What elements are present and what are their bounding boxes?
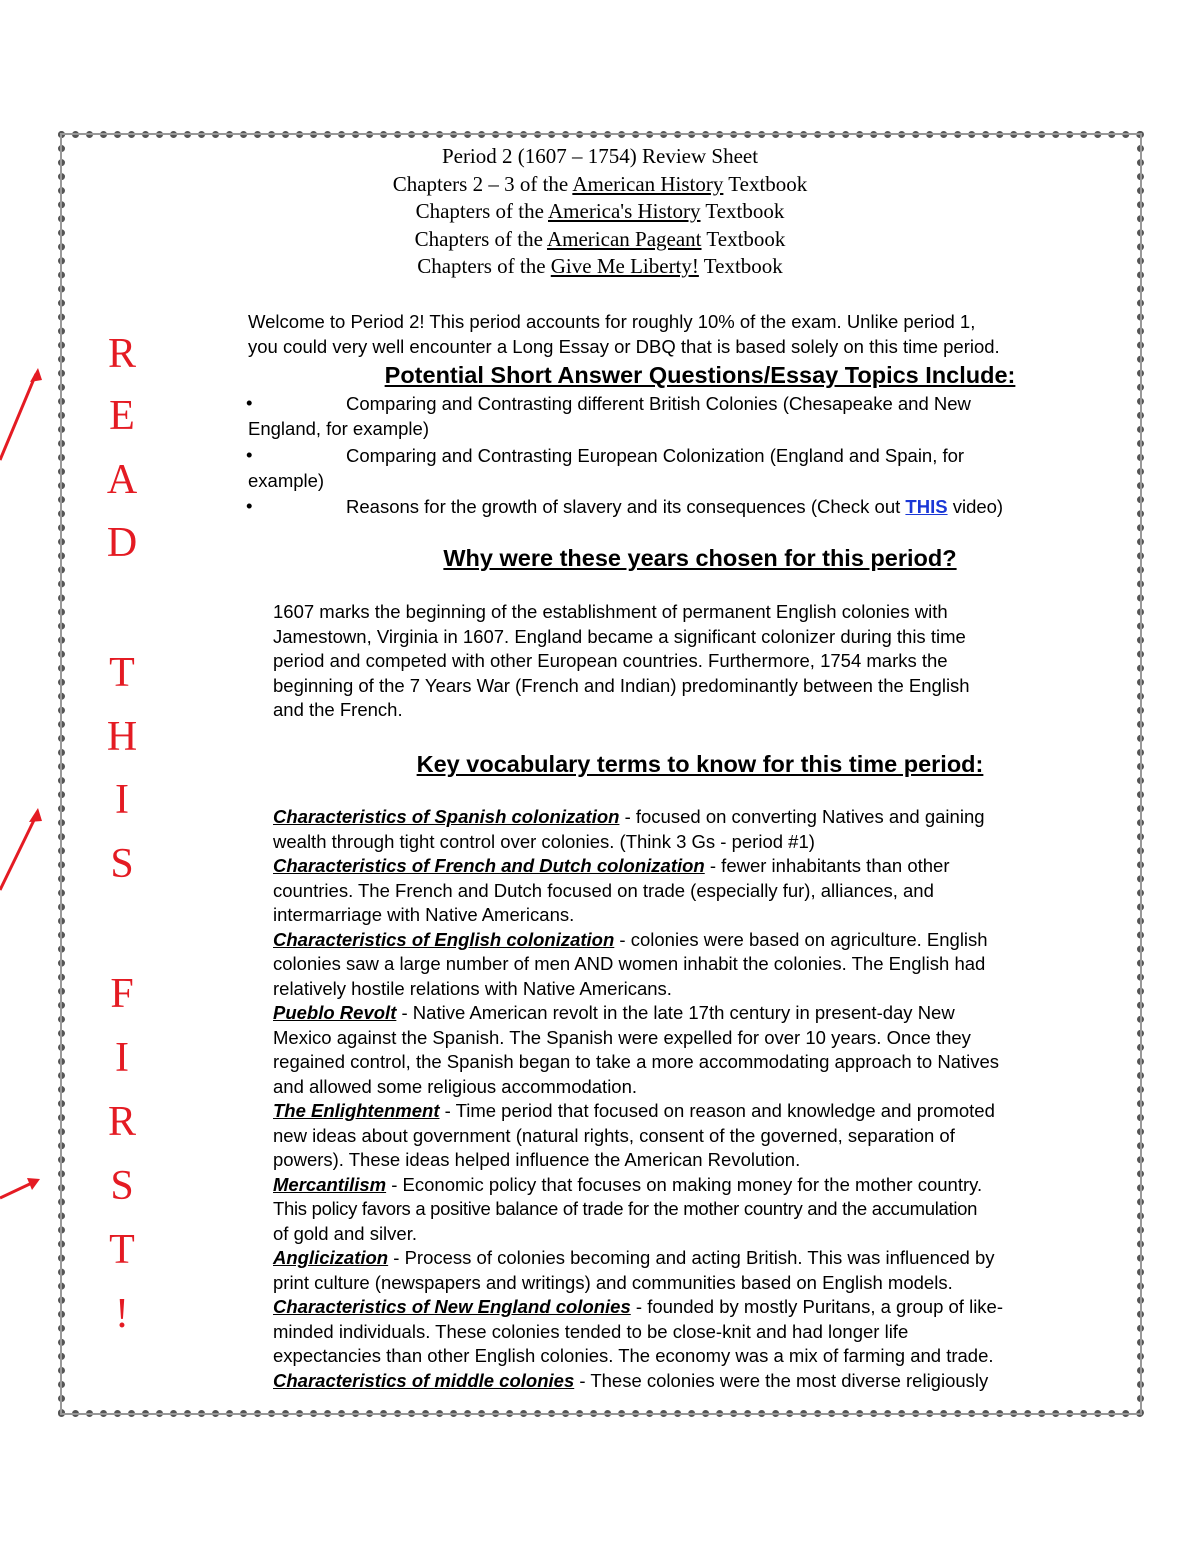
intro-line: Welcome to Period 2! This period accounts for roughly 10% of the exam. Unlike period 1, xyxy=(248,311,976,332)
vocab-def: - Time period that focused on reason and knowledge and promoted xyxy=(439,1100,995,1121)
vocab-entry xyxy=(273,805,1143,830)
banner-letter: D xyxy=(106,520,138,566)
vocab-def: - founded by mostly Puritans, a group of like- xyxy=(630,1296,1004,1317)
vocab-term: Characteristics of English colonization xyxy=(273,928,615,950)
textbook-line xyxy=(300,198,900,226)
vocab-def: and allowed some religious accommodation. xyxy=(273,1075,638,1097)
vocab-def: - fewer inhabitants than other xyxy=(704,855,950,876)
topics-heading: Potential Short Answer Questions/Essay Topics Include: xyxy=(384,362,1016,388)
why-line: and the French. xyxy=(273,699,403,720)
vocab-entry xyxy=(273,1173,1143,1198)
topic-item-2-cont: example) xyxy=(248,470,325,491)
banner-letter: A xyxy=(106,457,138,503)
vocab-entry xyxy=(273,1246,1143,1271)
textbook-line xyxy=(300,171,900,199)
topic-item-1-cont: England, for example) xyxy=(248,418,429,439)
topic-item-2: Comparing and Contrasting European Colonization (England and Spain, for xyxy=(346,445,965,466)
vocab-def: - colonies were based on agriculture. English xyxy=(614,928,988,950)
video-link[interactable]: THIS xyxy=(905,496,948,517)
vocab-def: print culture (newspapers and writings) and communities based on English models. xyxy=(273,1271,953,1293)
vocab-term: Characteristics of French and Dutch colonization xyxy=(273,855,705,876)
intro-paragraph xyxy=(248,310,1000,359)
vocab-term: Pueblo Revolt xyxy=(273,1002,397,1023)
topic-item-3-suffix: video) xyxy=(947,496,1004,517)
red-arrow-icon xyxy=(0,360,50,470)
vocab-def: - Native American revolt in the late 17th century in present-day New xyxy=(396,1002,955,1023)
vocab-def: new ideas about government (natural rights, consent of the governed, separation of xyxy=(273,1124,955,1146)
page-title: Period 2 (1607 – 1754) Review Sheet xyxy=(441,144,759,168)
vocab-def: intermarriage with Native Americans. xyxy=(273,904,575,925)
vocab-entry xyxy=(273,1099,1143,1124)
vocab-def: - Economic policy that focuses on making money for the mother country. xyxy=(386,1173,983,1195)
textbook-line-prefix: Chapters of the xyxy=(415,199,548,223)
vocab-term: Characteristics of middle colonies xyxy=(273,1369,575,1391)
vocab-def: powers). These ideas helped influence the American Revolution. xyxy=(273,1149,801,1170)
vocab-entry xyxy=(273,1001,1143,1026)
banner-letter: I xyxy=(115,1035,129,1081)
textbook-line-prefix: Chapters of the xyxy=(417,254,551,278)
vocab-def: countries. The French and Dutch focused on trade (especially fur), alliances, and xyxy=(273,879,934,901)
banner-letter: T xyxy=(109,1227,135,1273)
textbook-line-prefix: Chapters 2 – 3 of the xyxy=(392,171,573,196)
vocab-def: - Process of colonies becoming and acting British. This was influenced by xyxy=(388,1247,995,1268)
banner-letter: R xyxy=(107,331,136,377)
vocab-def: - These colonies were the most diverse religiously xyxy=(574,1369,989,1391)
vocab-def: expectancies than other English colonies. The economy was a mix of farming and trade. xyxy=(273,1345,994,1366)
textbook-line-suffix: Textbook xyxy=(698,254,783,278)
why-line: Jamestown, Virginia in 1607. England became a significant colonizer during this time xyxy=(273,625,966,647)
vocab-entry xyxy=(273,1369,1143,1394)
banner-letter: S xyxy=(110,1163,134,1209)
vocab-term: Characteristics of New England colonies xyxy=(273,1296,631,1317)
vocab-entry xyxy=(273,854,1143,879)
topic-item-3-text: Reasons for the growth of slavery and its consequences (Check out xyxy=(346,496,906,517)
banner-letter: E xyxy=(109,393,135,439)
vocab-def: colonies saw a large number of men AND women inhabit the colonies. The English had xyxy=(273,953,986,974)
textbook-line-suffix: Textbook xyxy=(723,171,808,196)
intro-line: you could very well encounter a Long Essay or DBQ that is based solely on this time period. xyxy=(248,335,1000,357)
vocab-term: Anglicization xyxy=(273,1247,389,1268)
vocab-def: relatively hostile relations with Native Americans. xyxy=(273,977,672,999)
vocab-term: Mercantilism xyxy=(273,1173,387,1195)
textbook-line-prefix: Chapters of the xyxy=(414,226,547,251)
vocab-term: The Enlightenment xyxy=(273,1100,440,1121)
topic-item-1: Comparing and Contrasting different British Colonies (Chesapeake and New xyxy=(346,393,971,414)
vocab-entry xyxy=(273,1295,1143,1320)
why-heading: Why were these years chosen for this period? xyxy=(443,545,957,571)
vocab-def: wealth through tight control over colonies. (Think 3 Gs - period #1) xyxy=(273,830,815,852)
banner-letter: R xyxy=(107,1099,136,1145)
textbook-line-suffix: Textbook xyxy=(701,226,786,251)
vocab-list xyxy=(273,805,1143,1393)
page-title-block xyxy=(300,143,900,281)
banner-letter: I xyxy=(115,777,129,823)
vocab-def: - focused on converting Natives and gaining xyxy=(619,806,985,827)
textbook-title: America's History xyxy=(548,199,701,223)
textbook-title: American History xyxy=(572,171,724,196)
bullet-icon: • xyxy=(246,392,253,413)
bullet-icon: • xyxy=(246,444,253,465)
textbook-title: American Pageant xyxy=(546,226,702,251)
banner-letter: H xyxy=(106,714,138,760)
vocab-def: minded individuals. These colonies tended to be close-knit and had longer life xyxy=(273,1320,909,1342)
banner-letter: ! xyxy=(115,1291,129,1337)
textbook-line xyxy=(300,253,900,281)
why-line: 1607 marks the beginning of the establishment of permanent English colonies with xyxy=(273,601,948,622)
topic-item-3 xyxy=(346,495,1003,520)
textbook-line-suffix: Textbook xyxy=(700,199,785,223)
vocab-def: Mexico against the Spanish. The Spanish were expelled for over 10 years. Once they xyxy=(273,1026,971,1048)
why-line: period and competed with other European countries. Furthermore, 1754 marks the xyxy=(273,650,948,671)
vocab-def: This policy favors a positive balance of trade for the mother country and the accumulation xyxy=(273,1198,978,1219)
textbook-line xyxy=(300,226,900,254)
banner-letter: S xyxy=(110,841,134,887)
why-paragraph xyxy=(273,600,970,723)
bullet-icon: • xyxy=(246,495,253,516)
red-arrow-icon xyxy=(0,1168,50,1208)
vocab-heading: Key vocabulary terms to know for this time period: xyxy=(416,751,984,777)
vocab-def: of gold and silver. xyxy=(273,1222,417,1244)
red-arrow-icon xyxy=(0,800,50,900)
textbook-title: Give Me Liberty! xyxy=(550,254,699,278)
vocab-def: regained control, the Spanish began to take a more accommodating approach to Natives xyxy=(273,1051,1000,1072)
banner-letter: T xyxy=(109,650,135,696)
vocab-term: Characteristics of Spanish colonization xyxy=(273,806,620,827)
vocab-entry xyxy=(273,928,1143,953)
why-line: beginning of the 7 Years War (French and Indian) predominantly between the English xyxy=(273,674,970,696)
banner-letter: F xyxy=(110,971,134,1017)
